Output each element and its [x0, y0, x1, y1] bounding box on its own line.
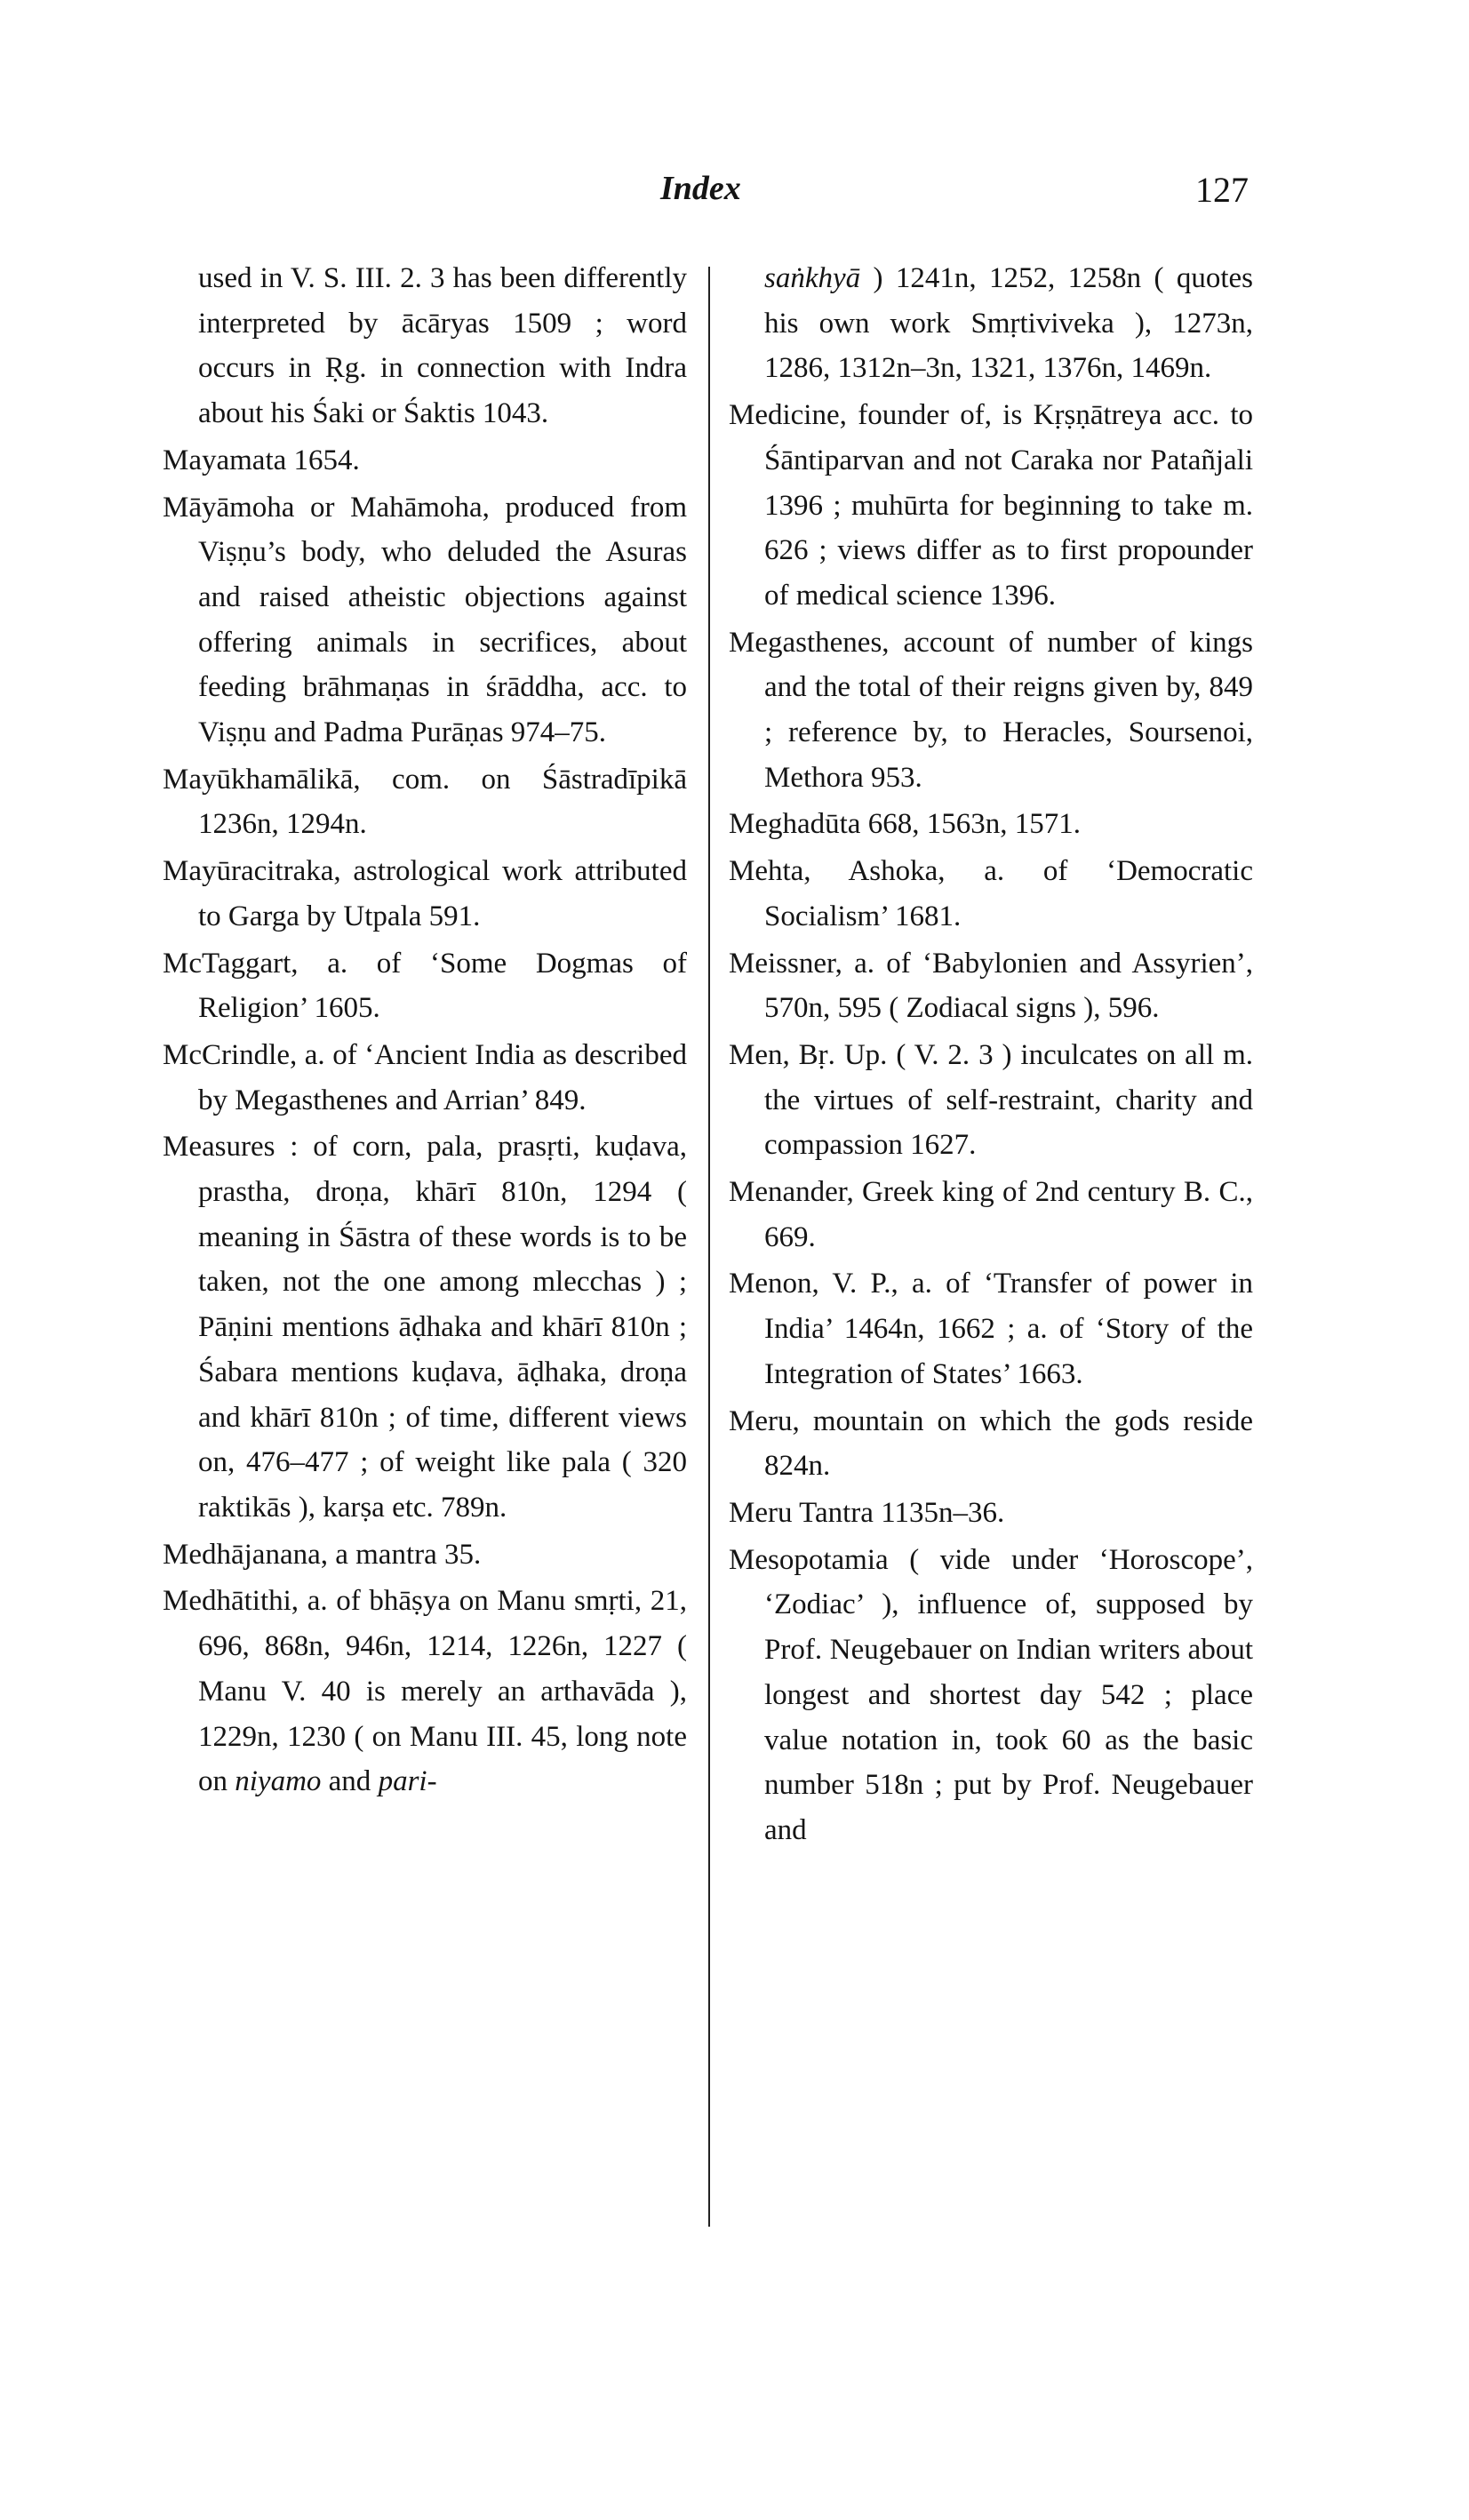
- entry-text: ) 1241n, 1252, 1258n ( quotes his own work Smṛtiviveka ), 1273n, 1286, 1312n–3n, 1321, 1376n, 1469n.: [764, 262, 1253, 385]
- entry-text: Medicine, founder of, is Kṛṣṇātreya acc. to Śāntiparvan and not Caraka nor Patañjali 1396 ; muhūrta for beginning to take m. 626 ; views differ as to first propounder of medical science 1396.: [729, 399, 1253, 612]
- index-entry: [163, 1579, 687, 1804]
- index-entry: [729, 1399, 1253, 1489]
- index-entry-continued: [163, 256, 687, 436]
- entry-text: Mesopotamia ( vide under ‘Horoscope’, ‘Zodiac’ ), influence of, supposed by Prof. Neugebauer on Indian writers about longest and shortest day 542 ; place value notation in, took 60 as the basic number 518n ; put by Prof. Neugebauer and: [729, 1543, 1253, 1846]
- index-entry: [163, 757, 687, 847]
- entry-text: Mayamata 1654.: [163, 444, 360, 476]
- entry-text: Mayūracitraka, astrological work attributed to Garga by Utpala 591.: [163, 855, 687, 932]
- running-head-title: Index: [660, 170, 741, 207]
- index-entry: [729, 620, 1253, 801]
- page-number: 127: [1195, 170, 1249, 210]
- index-entry: [163, 438, 687, 484]
- index-entry: [729, 1261, 1253, 1396]
- entry-text: Mayūkhamālikā, com. on Śāstradīpikā 1236n, 1294n.: [163, 763, 687, 841]
- entry-text: Mehta, Ashoka, a. of ‘Democratic Socialism’ 1681.: [729, 855, 1253, 932]
- italic-term: pari-: [378, 1765, 437, 1798]
- index-entry: [729, 941, 1253, 1031]
- entry-text: McCrindle, a. of ‘Ancient India as described by Megasthenes and Arrian’ 849.: [163, 1038, 687, 1116]
- index-entry: [729, 1170, 1253, 1260]
- index-entry: [163, 1532, 687, 1578]
- italic-term: saṅkhyā: [764, 262, 861, 294]
- entry-text: Māyāmoha or Mahāmoha, produced from Viṣṇu’s body, who deluded the Asuras and raised atheistic objections against offering animals in secrifices, about feeding brāhmaṇas in śrāddha, acc. to Viṣṇu and Padma Purāṇas 974–75.: [163, 491, 687, 749]
- entry-text: Meghadūta 668, 1563n, 1571.: [729, 808, 1081, 841]
- italic-term: niyamo: [235, 1765, 322, 1798]
- column-divider: [708, 267, 710, 2227]
- entry-text: and: [321, 1765, 379, 1798]
- entry-text: Megasthenes, account of number of kings and the total of their reigns given by, 849 ; reference by, to Heracles, Soursenoi, Methora 953.: [729, 626, 1253, 794]
- index-column-left: [163, 256, 687, 1806]
- entry-text: Menander, Greek king of 2nd century B. C., 669.: [729, 1176, 1253, 1253]
- index-entry: [729, 1538, 1253, 1853]
- index-entry: [729, 1033, 1253, 1168]
- entry-text: Meissner, a. of ‘Babylonien and Assyrien’, 570n, 595 ( Zodiacal signs ), 596.: [729, 947, 1253, 1025]
- entry-text: Meru, mountain on which the gods reside 824n.: [729, 1404, 1253, 1483]
- index-entry: [163, 1033, 687, 1123]
- index-entry: [163, 941, 687, 1031]
- entry-text: McTaggart, a. of ‘Some Dogmas of Religion’ 1605.: [163, 947, 687, 1025]
- index-entry: [163, 849, 687, 939]
- entry-text: Men, Bṛ. Up. ( V. 2. 3 ) inculcates on all m. the virtues of self-restraint, charity and compassion 1627.: [729, 1038, 1253, 1162]
- index-column-right: [729, 256, 1253, 1855]
- index-entry: [729, 1491, 1253, 1536]
- entry-text: Medhājanana, a mantra 35.: [163, 1538, 482, 1571]
- index-entry: [729, 849, 1253, 939]
- entry-text: Menon, V. P., a. of ‘Transfer of power in India’ 1464n, 1662 ; a. of ‘Story of the Integration of States’ 1663.: [729, 1268, 1253, 1390]
- entry-text: Medhātithi, a. of bhāṣya on Manu smṛti, 21, 696, 868n, 946n, 1214, 1226n, 1227 ( Manu V. 40 is merely an arthavāda ), 1229n, 1230 ( on Manu III. 45, long note on: [163, 1585, 687, 1798]
- entry-text: Measures : of corn, pala, prasṛti, kuḍava, prastha, droṇa, khārī 810n, 1294 ( meaning in Śāstra of these words is to be taken, not the one among mlecchas ) ; Pāṇini mentions āḍhaka and khārī 810n ; Śabara mentions kuḍava, āḍhaka, droṇa and khārī 810n ; of time, different views on, 476–477 ; of weight like pala ( 320 raktikās ), karṣa etc. 789n.: [163, 1131, 687, 1524]
- index-entry-continued: [729, 256, 1253, 391]
- index-entry: [729, 802, 1253, 847]
- index-entry: [163, 1124, 687, 1530]
- entry-text: Meru Tantra 1135n–36.: [729, 1496, 1005, 1529]
- index-entry: [163, 485, 687, 756]
- index-entry: [729, 393, 1253, 619]
- entry-text: used in V. S. III. 2. 3 has been differently interpreted by ācāryas 1509 ; word occurs in Ṛg. in connection with Indra about his Śaki or Śaktis 1043.: [198, 262, 687, 430]
